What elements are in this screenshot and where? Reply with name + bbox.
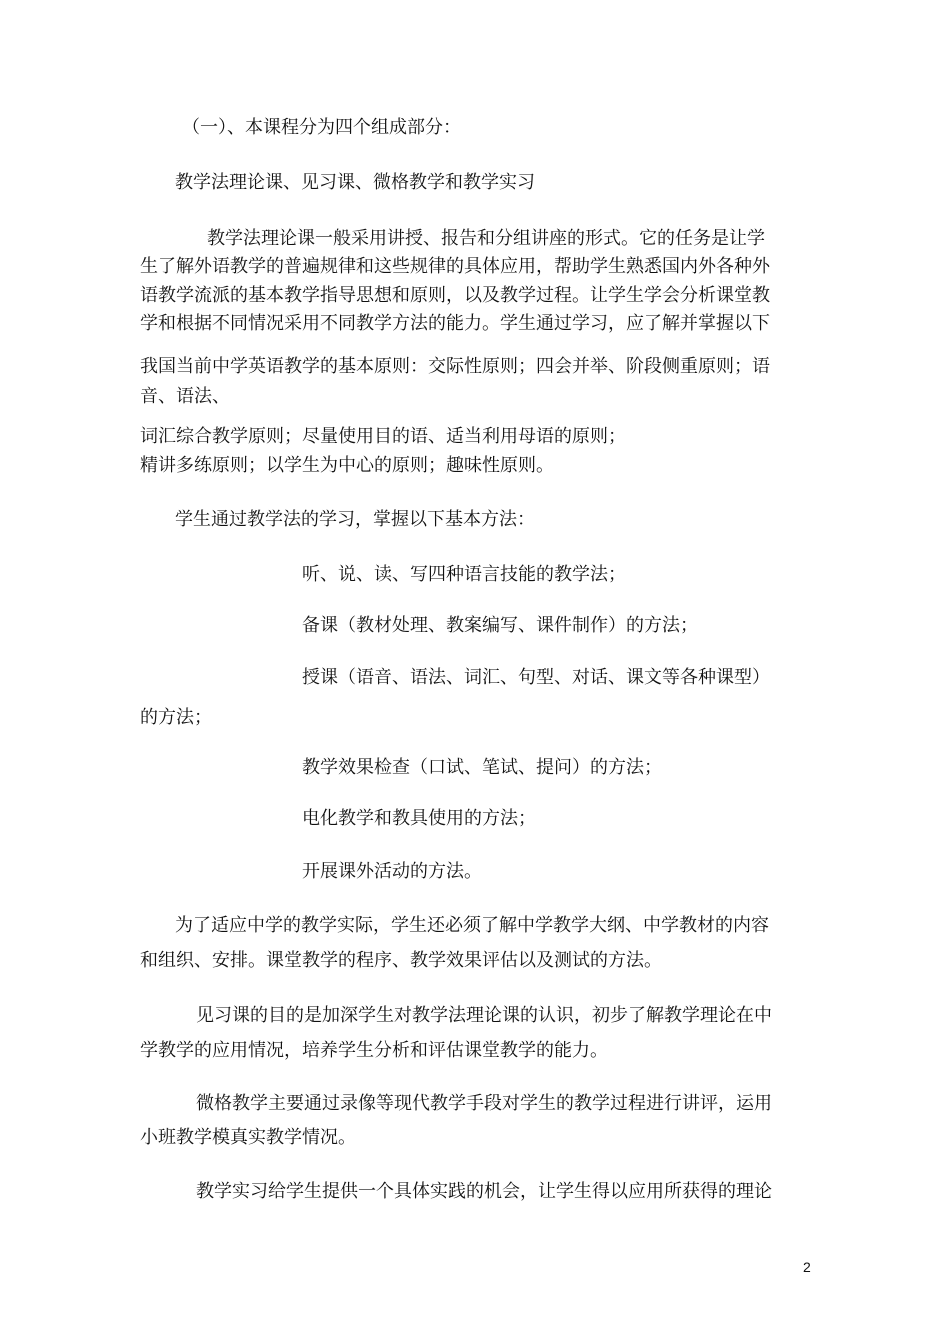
theory-paragraph-line: 音、语法、 [140,386,230,407]
method-item: 听、说、读、写四种语言技能的教学法； [302,564,626,585]
practice-paragraph-line: 教学实习给学生提供一个具体实践的机会，让学生得以应用所获得的理论 [196,1181,772,1202]
observation-paragraph-line: 见习课的目的是加深学生对教学法理论课的认识，初步了解教学理论在中 [196,1005,772,1026]
method-item-continuation: 的方法； [140,707,212,728]
theory-paragraph-line: 我国当前中学英语教学的基本原则：交际性原则；四会并举、阶段侧重原则；语 [140,356,770,377]
micro-paragraph-line: 微格教学主要通过录像等现代教学手段对学生的教学过程进行讲评，运用 [196,1093,772,1114]
methods-intro: 学生通过教学法的学习，掌握以下基本方法： [175,509,535,530]
method-item: 开展课外活动的方法。 [302,861,482,882]
section-heading: （一）、本课程分为四个组成部分： [182,117,461,138]
adapt-paragraph-line: 和组织、安排。课堂教学的程序、教学效果评估以及测试的方法。 [140,950,662,971]
method-item: 备课（教材处理、教案编写、课件制作）的方法； [302,615,698,636]
observation-paragraph-line: 学教学的应用情况，培养学生分析和评估课堂教学的能力。 [140,1040,608,1061]
theory-paragraph-line: 精讲多练原则；以学生为中心的原则；趣味性原则。 [140,455,554,476]
theory-paragraph-line: 词汇综合教学原则；尽量使用目的语、适当利用母语的原则； [140,426,626,447]
method-item: 授课（语音、语法、词汇、句型、对话、课文等各种课型） [302,667,770,688]
method-item: 电化教学和教具使用的方法； [302,808,536,829]
theory-paragraph-line: 学和根据不同情况采用不同教学方法的能力。学生通过学习，应了解并掌握以下 [140,313,770,334]
theory-paragraph-line: 语教学流派的基本教学指导思想和原则，以及教学过程。让学生学会分析课堂教 [140,285,770,306]
micro-paragraph-line: 小班教学模真实教学情况。 [140,1127,356,1148]
theory-paragraph-line: 教学法理论课一般采用讲授、报告和分组讲座的形式。它的任务是让学 [207,228,765,249]
theory-paragraph-line: 生了解外语教学的普遍规律和这些规律的具体应用，帮助学生熟悉国内外各种外 [140,256,770,277]
course-components: 教学法理论课、见习课、微格教学和教学实习 [175,172,535,193]
adapt-paragraph-line: 为了适应中学的教学实际，学生还必须了解中学教学大纲、中学教材的内容 [175,915,769,936]
page-number: 2 [803,1259,811,1275]
method-item: 教学效果检查（口试、笔试、提问）的方法； [302,757,662,778]
